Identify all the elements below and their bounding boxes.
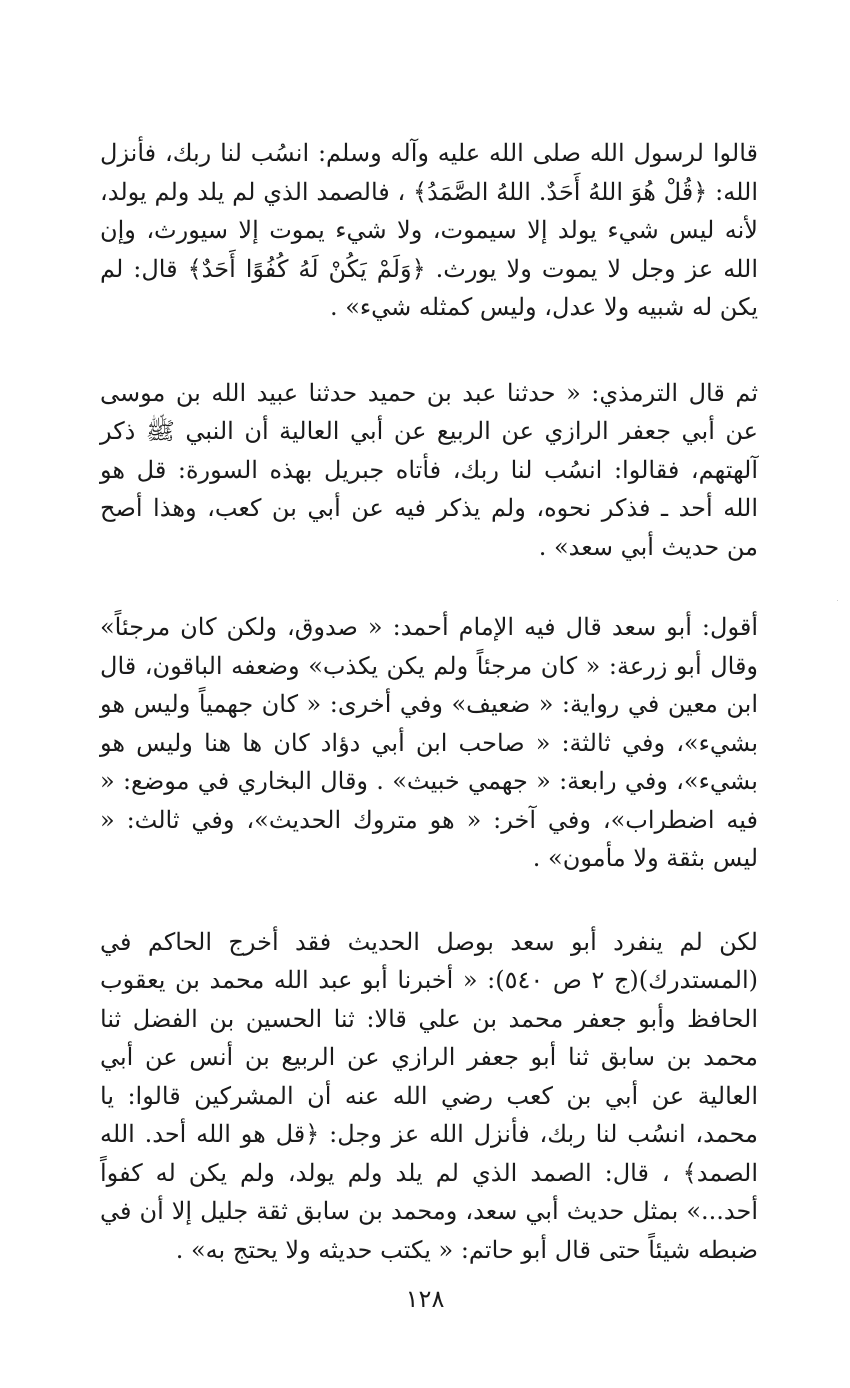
paragraph-2: ثم قال الترمذي: « حدثنا عبد بن حميد حدثنا عبيد الله بن موسى عن أبي جعفر الرازي عن الربيع عن أبي العالية أن النبي ﷺ ذكر آلهتهم، فقالوا: انسُب لنا ربك، فأتاه جبريل بهذه السورة: قل هو الله أحد ـ فذكر نحوه، ولم يذكر فيه عن أبي بن كعب، وهذا أصح من حديث أبي سعد» .: [100, 378, 758, 561]
paragraph-3: أقول: أبو سعد قال فيه الإمام أحمد: « صدوق، ولكن كان مرجئاً» وقال أبو زرعة: « كان مرجئاً ولم يكن يكذب» وضعفه الباقون، قال ابن معين في رواية: « ضعيف» وفي أخرى: « كان جهمياً وليس هو بشيء»، وفي ثالثة: « صاحب ابن أبي دؤاد كان ها هنا وليس هو بشيء»، وفي رابعة: « جهمي خبيث» . وقال البخاري في موضع: « فيه اضطراب»، وفي آخر: « هو متروك الحديث»، وفي ثالث: « ليس بثقة ولا مأمون» .: [100, 613, 758, 872]
page-number: ١٢٨: [405, 1285, 445, 1313]
paragraph-1: قالوا لرسول الله صلى الله عليه وآله وسلم: انسُب لنا ربك، فأنزل الله: ﴿قُلْ هُوَ اللهُ أَحَدٌ. اللهُ الصَّمَدُ﴾ ، فالصمد الذي لم يلد ولم يولد، لأنه ليس شيء يولد إلا سيموت، ولا شيء يموت إلا سيورث، وإن الله عز وجل لا يموت ولا يورث. ﴿وَلَمْ يَكُنْ لَهُ كُفُوًا أَحَدٌ﴾ قال: لم يكن له شبيه ولا عدل، وليس كمثله شيء» .: [100, 139, 758, 321]
scan-speck: [837, 600, 838, 601]
page-body: [100, 134, 758, 1269]
paragraph-4: لكن لم ينفرد أبو سعد بوصل الحديث فقد أخرج الحاكم في (المستدرك)(ج ٢ ص ٥٤٠): « أخبرنا أبو عبد الله محمد بن يعقوب الحافظ وأبو جعفر محمد بن علي قالا: ثنا الحسين بن الفضل ثنا محمد بن سابق ثنا أبو جعفر الرازي عن الربيع بن أنس عن أبي العالية عن أبي بن كعب رضي الله عنه أن المشركين قالوا: يا محمد، انسُب لنا ربك، فأنزل الله عز وجل: ﴿قل هو الله أحد. الله الصمد﴾ ، قال: الصمد الذي لم يلد ولم يولد، ولم يكن له كفواً أحد...» بمثل حديث أبي سعد، ومحمد بن سابق ثقة جليل إلا أن في ضبطه شيئاً حتى قال أبو حاتم: « يكتب حديثه ولا يحتج به» .: [100, 927, 759, 1264]
